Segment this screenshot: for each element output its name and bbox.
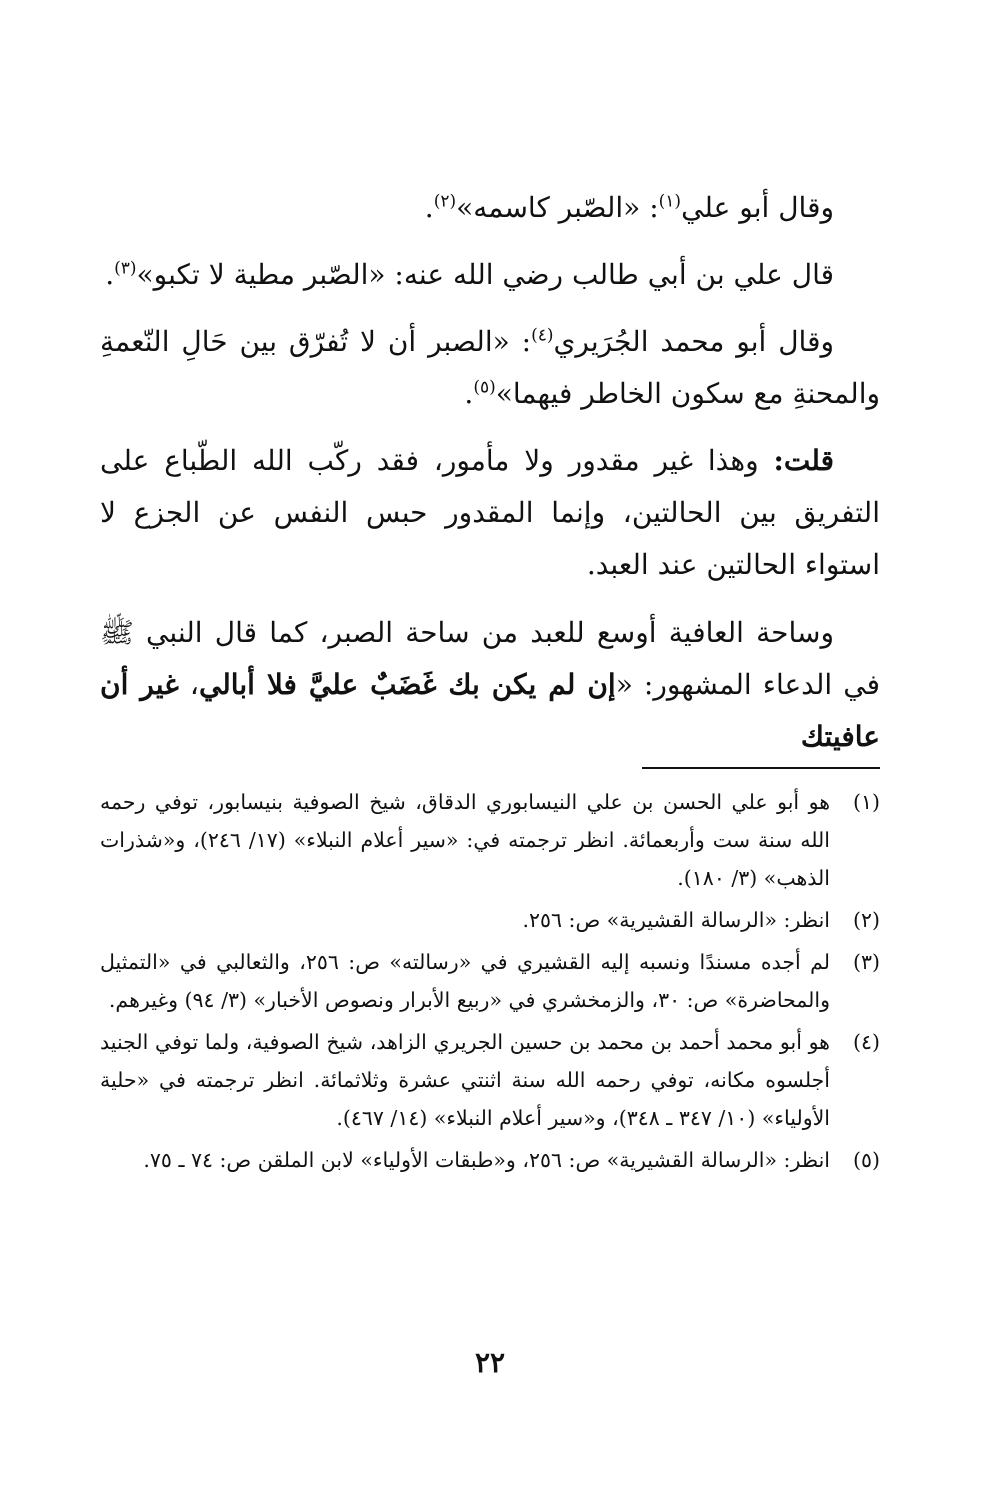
footnote-number: (٥) (852, 1148, 880, 1172)
footnote-text: انظر: «الرسالة القشيرية» ص: ٢٥٦، و«طبقات الأولياء» لابن الملقن ص: ٧٤ ـ ٧٥. (143, 1148, 830, 1172)
footnote-ref-3[interactable]: (٣) (114, 258, 137, 279)
footnote-number: (٢) (852, 908, 880, 932)
footnote-text: لم أجده مسندًا ونسبه إليه القشيري في «رسالته» ص: ٢٥٦، والثعالبي في «التمثيل والمحاضرة» ص: ٣٠، والزمخشري في «ربيع الأبرار ونصوص الأخبار» (٣/ ٩٤) وغيرهم. (100, 950, 830, 1012)
paragraph-qultu (100, 435, 880, 591)
footnote-ref-4[interactable]: (٤) (531, 325, 554, 346)
paragraph-abu-ali-part1: وقال أبو علي (681, 191, 834, 224)
paragraph-jurayri-end: . (464, 377, 474, 410)
footnote-item (100, 1141, 880, 1179)
footnotes (100, 783, 880, 1183)
footnote-ref-5[interactable]: (٥) (473, 377, 496, 398)
paragraph-jurayri (100, 316, 880, 420)
paragraph-jurayri-part1: وقال أبو محمد الجُرَيري (553, 325, 834, 358)
footnote-number: (٤) (852, 1030, 880, 1054)
footnote-item (100, 783, 880, 897)
footnote-number: (١) (852, 790, 880, 814)
paragraph-afiya-text: وساحة العافية أوسع للعبد من ساحة الصبر، كما قال النبي ﷺ في الدعاء المشهور: « (100, 616, 880, 701)
book-page (100, 0, 880, 1499)
footnote-ref-1[interactable]: (١) (658, 191, 682, 212)
footnote-item (100, 901, 880, 939)
footnote-divider (642, 767, 880, 769)
paragraph-abu-ali-part2: : «الصّبر كاسمه» (456, 191, 659, 224)
footnote-ref-2[interactable]: (٢) (433, 191, 457, 212)
footnote-item (100, 943, 880, 1019)
paragraph-ali-text: قال علي بن أبي طالب رضي الله عنه: «الصّبر مطية لا تكبو» (136, 258, 834, 291)
footnote-number: (٣) (852, 950, 880, 974)
qultu-label: قلت: (773, 444, 834, 477)
hadith-quote-part2: غير أن عافيتك (100, 668, 880, 753)
hadith-separator: ، (178, 668, 199, 701)
main-text (100, 182, 880, 763)
paragraph-abu-ali-end: . (424, 191, 434, 224)
hadith-quote-part1: إن لم يكن بك غَضَبٌ عليَّ فلا أبالي (198, 668, 616, 701)
footnote-item (100, 1023, 880, 1137)
footnote-text: هو أبو محمد أحمد بن محمد بن حسين الجريري الزاهد، شيخ الصوفية، ولما توفي الجنيد أجلسوه مكانه، توفي رحمه الله سنة اثنتي عشرة وثلاثمائة. انظر ترجمته في «حلية الأولياء» (١٠/ ٣٤٧ ـ ٣٤٨)، و«سير أعلام النبلاء» (١٤/ ٤٦٧). (100, 1030, 830, 1130)
paragraph-afiya (100, 607, 880, 763)
paragraph-jurayri-part2: : «الصبر أن لا تُفرّق بين حَالِ النّعمةِ والمحنةِ مع سكون الخاطر فيهما» (100, 325, 880, 410)
paragraph-ali-end: . (105, 258, 115, 291)
footnote-text: انظر: «الرسالة القشيرية» ص: ٢٥٦. (522, 908, 830, 932)
footnote-text: هو أبو علي الحسن بن علي النيسابوري الدقاق، شيخ الصوفية بنيسابور، توفي رحمه الله سنة ست وأربعمائة. انظر ترجمته في: «سير أعلام النبلاء» (١٧/ ٢٤٦)، و«شذرات الذهب» (٣/ ١٨٠). (100, 790, 831, 890)
page-number: ٢٢ (474, 1346, 506, 1379)
paragraph-ali-ibn-abi-talib (100, 249, 880, 301)
qultu-text: وهذا غير مقدور ولا مأمور، فقد ركّب الله الطّباع على التفريق بين الحالتين، وإنما المقدور حبس النفس عن الجزع لا استواء الحالتين عند العبد. (100, 444, 880, 581)
paragraph-abu-ali (100, 182, 880, 234)
